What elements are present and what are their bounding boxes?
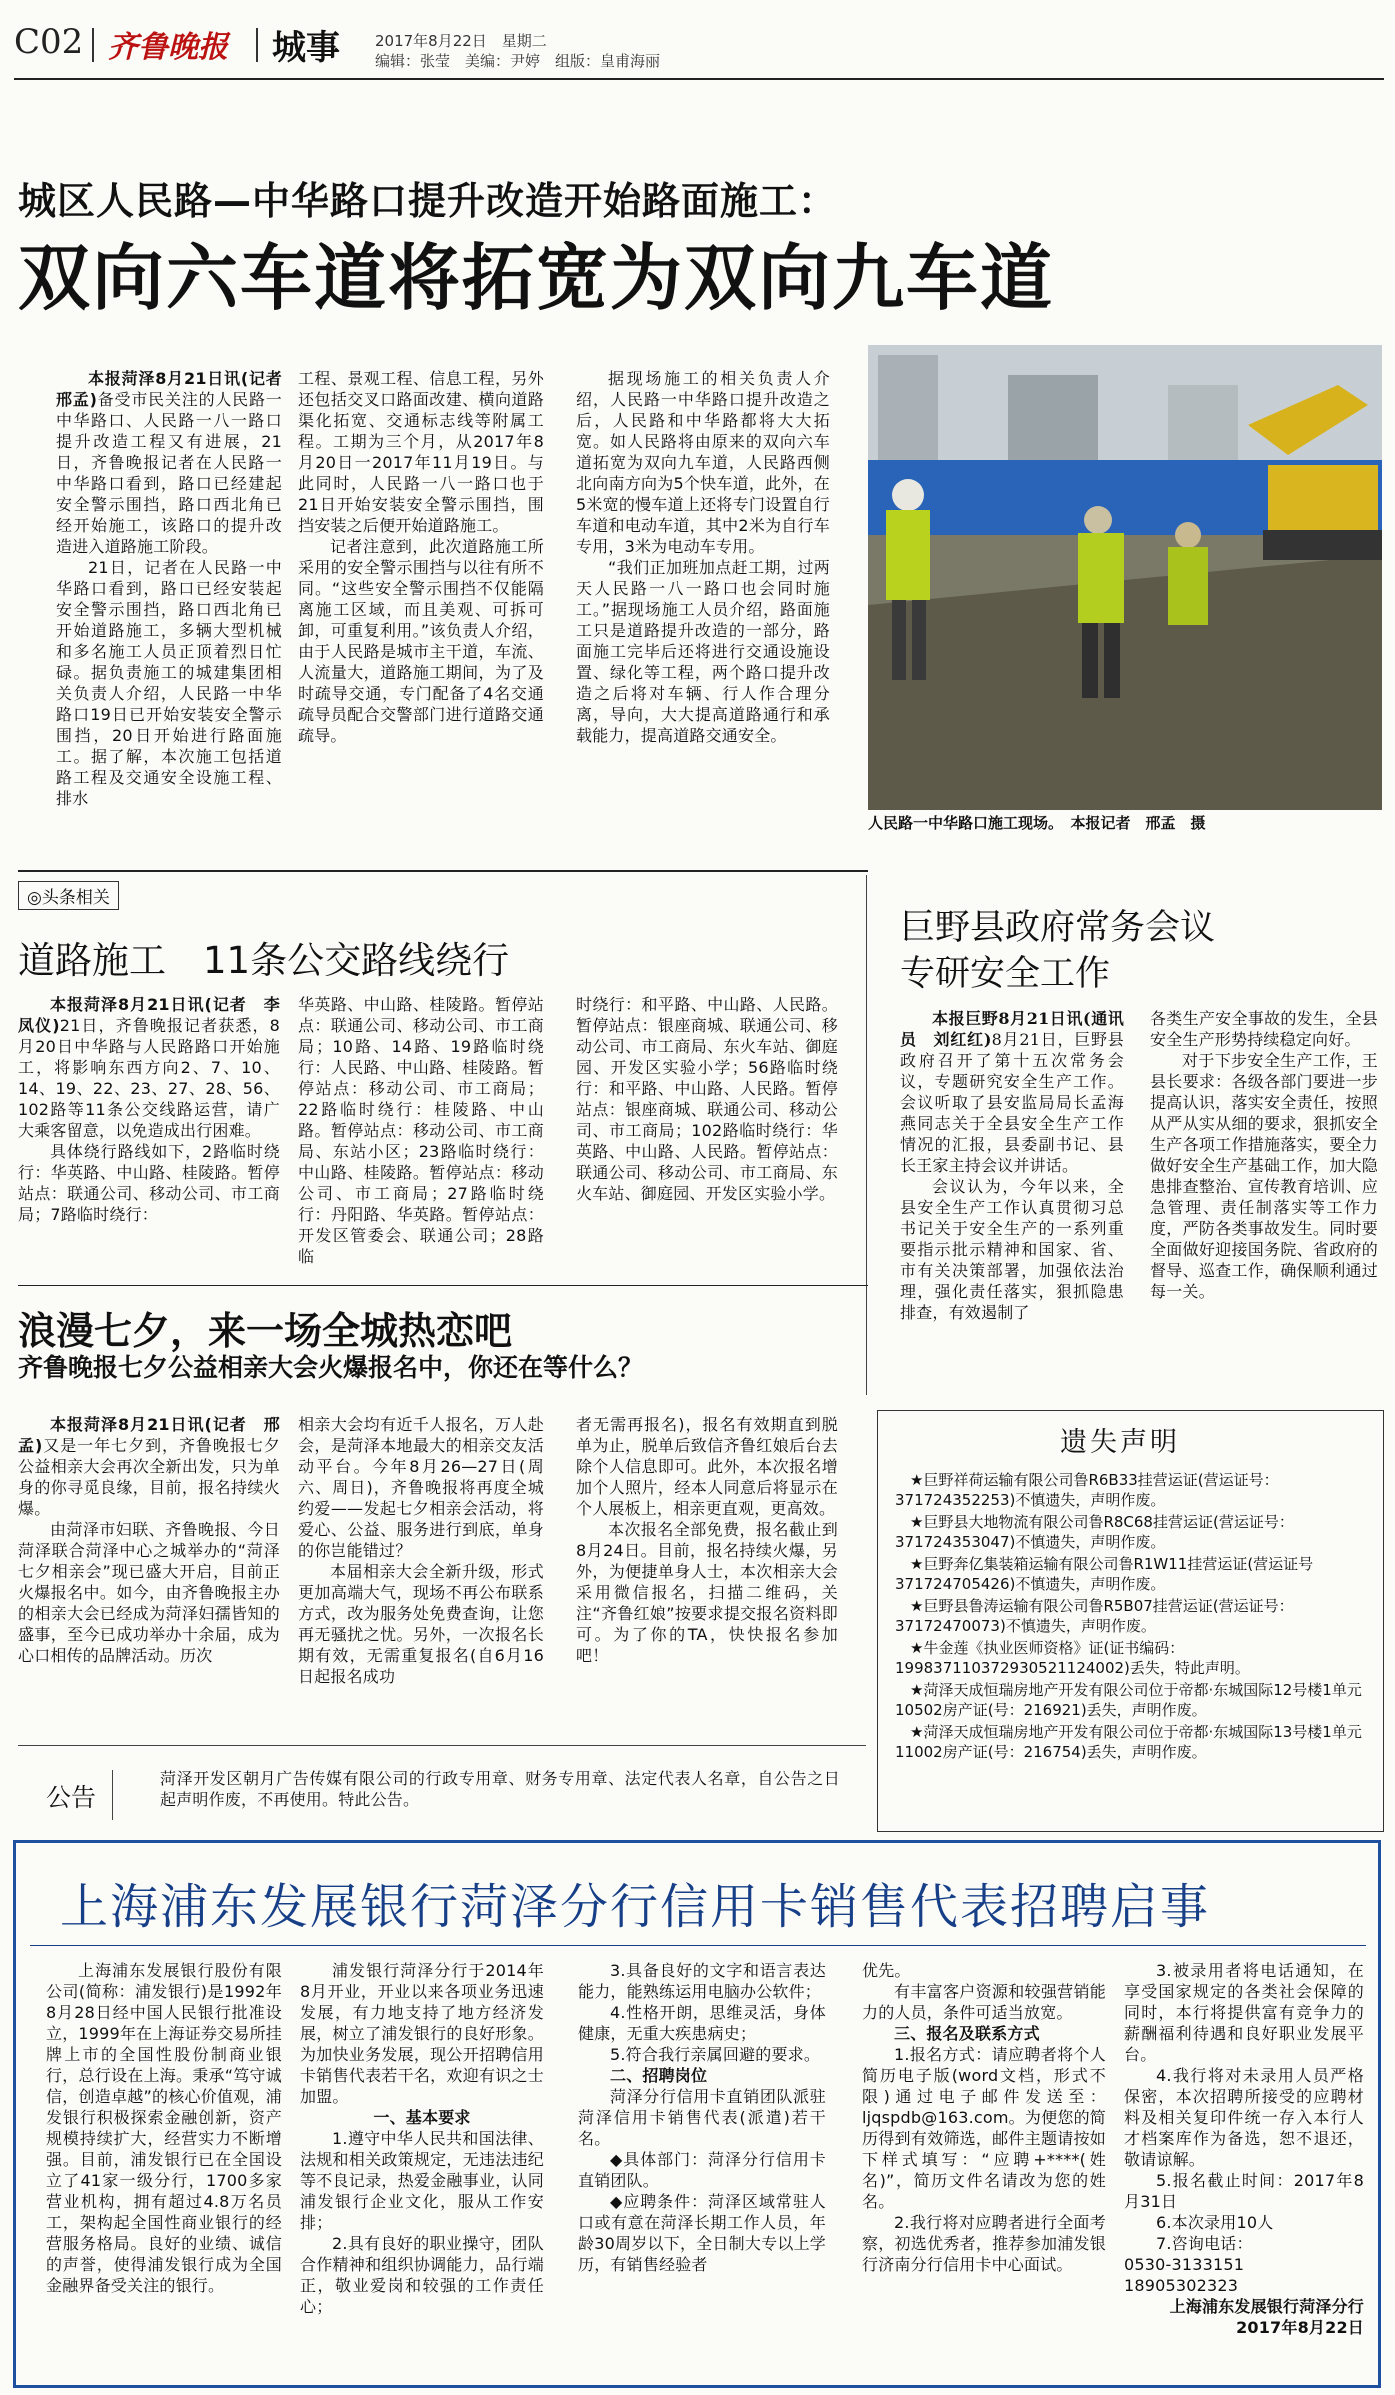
section-name: 城事 xyxy=(272,28,340,68)
recruit-rule xyxy=(30,1945,1366,1946)
lost-notice-item: ★巨野祥荷运输有限公司鲁R6B33挂营运证(营运证号：371724352253)不慎遗失，声明作废。 xyxy=(895,1471,1279,1509)
recruit-col-2: 浦发银行菏泽分行于2014年8月开业，开业以来各项业务迅速发展，有力地支持了地方经济发展，树立了浦发银行的良好形象。为加快业务发展，现公开招聘信用卡销售代表若干名，欢迎有识之士加盟。 一、基本要求 1.遵守中华人民共和国法律、法规和相关政策规定，无违法违纪等不良记录，热爱金融事业，认同浦发银行企业文化，服从工作安排； 2.具有良好的职业操守，团队合作精神和组织协调能力，品行端正，敬业爱岗和较强的工作责任心； xyxy=(300,1961,544,2316)
lost-notices-list xyxy=(895,1470,1373,1764)
recruit-org: 上海浦东发展银行菏泽分行 xyxy=(1169,2297,1364,2316)
page-code: C02 xyxy=(14,22,84,62)
masthead xyxy=(0,0,1395,80)
gov-title-line1: 巨野县政府常务会议 xyxy=(900,908,1216,948)
notice-text: 菏泽开发区朝月广告传媒有限公司的行政专用章、财务专用章、法定代表人名章，自公告之日起声明作废，不再使用。特此公告。 xyxy=(160,1769,840,1809)
bus-byline: 本报菏泽8月21日讯(记者 李凤仪) xyxy=(18,995,280,1035)
masthead-rule xyxy=(14,78,1384,80)
recruit-col-1: 上海浦东发展银行股份有限公司(简称：浦发银行)是1992年8月28日经中国人民银行批准设立，1999年在上海证券交易所挂牌上市的全国性股份制商业银行，总行设在上海。秉承“笃守诚信，创造卓越”的核心价值观，浦发银行积极探索金融创新，资产规模持续扩大，经营实力不断增强。目前，浦发银行已在全国设立了41家一级分行，1700多家营业机构，拥有超过4.8万名员工，架构起全国性商业银行的经营服务格局。良好的业绩、诚信的声誉，使得浦发银行成为全国金融界备受关注的银行。 xyxy=(46,1961,282,2295)
recruit-col-3: 3.具备良好的文字和语言表达能力，能熟练运用电脑办公软件； 4.性格开朗，思维灵活，身体健康，无重大疾患病史； 5.符合我行亲属回避的要求。 二、招聘岗位 菏泽分行信用卡直销团队派驻菏泽信用卡销售代表(派遣)若干名。 ◆具体部门：菏泽分行信用卡直销团队。 ◆应聘条件：菏泽区域常驻人口或有意在菏泽长期工作人员，年龄30周岁以下，全日制大专以上学历，有销售经验者 xyxy=(578,1961,826,2274)
gov-title-line2: 专研安全工作 xyxy=(900,954,1111,994)
bus-col-1: 本报菏泽8月21日讯(记者 李凤仪)21日，齐鲁晚报记者获悉，8月20日中华路与人民路路口开始施工，将影响东西方向2、7、10、14、19、22、23、27、28、56、102路等11条公交线路运营，请广大乘客留意，以免造成出行困难。 具体绕行路线如下，2路临时绕行：华英路、中山路、桂陵路。暂停站点：联通公司、移动公司、市工商局；7路临时绕行： xyxy=(18,995,280,1224)
editors-credit: 编辑：张莹 美编：尹婷 组版：皇甫海丽 xyxy=(375,52,661,70)
qixi-byline: 本报菏泽8月21日讯(记者 邢孟) xyxy=(18,1415,280,1455)
notice-rule xyxy=(18,1745,866,1746)
lost-notices-title: 遗失声明 xyxy=(1060,1427,1180,1458)
lost-notice-item: ★巨野县鲁涛运输有限公司鲁R5B07挂营运证(营运证号：37172470073)不慎遗失，声明作废。 xyxy=(895,1597,1294,1635)
contact-phone: 0530-3133151 18905302323 xyxy=(1124,2255,1261,2295)
divider xyxy=(92,28,94,62)
lead-byline: 本报菏泽8月21日讯(记者 邢孟) xyxy=(56,369,299,409)
qixi-col-3: 者无需再报名)，报名有效期直到脱单为止，脱单后致信齐鲁红娘后台去除个人信息即可。此外，本次报名增加个人照片，经本人同意后将显示在个人展板上，相亲更直观，更高效。 本次报名全部免费，报名截止到8月24日。目前，报名持续火爆，另外，为便捷单身人士，本次相亲大会采用微信报名，扫描二维码，关注“齐鲁红娘”按要求提交报名资料即可。为了你的TA，快快报名参加吧！ xyxy=(576,1415,838,1665)
column-divider xyxy=(866,875,867,1395)
lost-notice-item: ★巨野县大地物流有限公司鲁R8C68挂营运证(营运证号：371724353047)不慎遗失，声明作废。 xyxy=(895,1513,1294,1551)
bus-col-2: 华英路、中山路、桂陵路。暂停站点：联通公司、移动公司、市工商局；10路、14路、19路临时绕行：人民路、中山路、桂陵路。暂停站点：移动公司、市工商局；22路临时绕行：桂陵路、中山路。暂停站点：移动公司、市工商局、东站小区；23路临时绕行：中山路、桂陵路。暂停站点：移动公司、市工商局；27路临时绕行：丹阳路、华英路。暂停站点：开发区管委会、联通公司；28路临 xyxy=(298,995,544,1266)
lost-notice-item: ★菏泽天成恒瑞房地产开发有限公司位于帝都·东城国际13号楼1单元11002房产证(号：216754)丢失，声明作废。 xyxy=(895,1723,1362,1761)
recruitment-title: 上海浦东发展银行菏泽分行信用卡销售代表招聘启事 xyxy=(60,1879,1211,1935)
divider xyxy=(256,28,258,62)
section-rule xyxy=(18,1285,868,1286)
photo-caption: 人民路一中华路口施工现场。 本报记者 邢孟 摄 xyxy=(868,814,1206,832)
recruit-date: 2017年8月22日 xyxy=(1236,2318,1364,2337)
lost-notice-item: ★菏泽天成恒瑞房地产开发有限公司位于帝都·东城国际12号楼1单元10502房产证(号：216921)丢失，声明作废。 xyxy=(895,1681,1362,1719)
notice-divider xyxy=(112,1770,113,1820)
photo-illustration xyxy=(868,345,1382,810)
lead-headline: 双向六车道将拓宽为双向九车道 xyxy=(18,236,1055,320)
gov-byline: 本报巨野8月21日讯(通讯员 刘红红) xyxy=(900,1009,1124,1049)
recruit-col-4: 优先。 有丰富客户资源和较强营销能力的人员，条件可适当放宽。 三、报名及联系方式 1.报名方式：请应聘者将个人简历电子版(word文档，形式不限)通过电子邮件发送至：ljqspdb@163.com。为便您的简历得到有效筛选，邮件主题请按如下样式填写：“应聘+****(姓名)”，简历文件名请改为您的姓名。 2.我行将对应聘者进行全面考察，初选优秀者，推荐参加浦发银行济南分行信用卡中心面试。 xyxy=(862,1961,1106,2274)
notice-label: 公告 xyxy=(46,1783,97,1812)
qixi-col-1: 本报菏泽8月21日讯(记者 邢孟)又是一年七夕到，齐鲁晚报七夕公益相亲大会再次全新出发，只为单身的你寻觅良缘，目前，报名持续火爆。 由菏泽市妇联、齐鲁晚报、今日菏泽联合菏泽中心之城举办的“菏泽七夕相亲会”现已盛大开启，目前正火爆报名中。如今，由齐鲁晚报主办的相亲大会已经成为菏泽妇孺皆知的盛事，至今已成功举办十余届，成为心口相传的品牌活动。历次 xyxy=(18,1415,280,1665)
construction-photo xyxy=(868,345,1382,810)
lost-notice-item: ★牛金莲《执业医师资格》证(证书编码：199837110372930521124002)丢失，特此声明。 xyxy=(895,1639,1250,1677)
qixi-col-2: 相亲大会均有近千人报名，万人赴会，是菏泽本地最大的相亲交友活动平台。今年8月26—27日(周六、周日)，齐鲁晚报将再度全城约爱——发起七夕相亲会活动，将爱心、公益、服务进行到底，单身的你岂能错过？ 本届相亲大会全新升级，形式更加高端大气，现场不再公布联系方式，改为服务处免费查询，让您再无骚扰之忧。另外，一次报名长期有效，无需重复报名(自6月16日起报名成功 xyxy=(298,1415,544,1686)
lead-col-1: 本报菏泽8月21日讯(记者 邢孟)备受市民关注的人民路一中华路口、人民路一八一路口提升改造工程又有进展，21日，齐鲁晚报记者在人民路一中华路口看到，路口已经建起安全警示围挡，路口西北角已经开始施工，该路口的提升改造进入道路施工阶段。 21日，记者在人民路一中华路口看到，路口已经安装起安全警示围挡，路口西北角已开始道路施工，多辆大型机械和多名施工人员正顶着烈日忙碌。据负责施工的城建集团相关负责人介绍，人民路一中华路口19日已开始安装安全警示围挡，20日开始进行路面施工。据了解，本次施工包括道路工程及交通安全设施工程、排水 xyxy=(56,369,299,808)
lead-col-2: 工程、景观工程、信息工程，另外还包括交叉口路面改建、横向道路渠化拓宽、交通标志线等附属工程。工期为三个月，从2017年8月20日一2017年11月19日。与此同时，人民路一八一路口也于21日开始安装安全警示围挡，围挡安装之后便开始道路施工。 记者注意到，此次道路施工所采用的安全警示围挡与以往有所不同。“这些安全警示围挡不仅能隔离施工区域，而且美观、可拆可卸，可重复利用。”该负责人介绍，由于人民路是城市主干道，车流、人流量大，道路施工期间，为了及时疏导交通，专门配备了4名交通疏导员配合交警部门进行道路交通疏导。 xyxy=(298,369,544,745)
bus-title: 道路施工 11条公交路线绕行 xyxy=(18,939,510,982)
gov-col-1: 本报巨野8月21日讯(通讯员 刘红红)8月21日，巨野县政府召开了第十五次常务会议，专题研究安全生产工作。会议听取了县安监局局长孟海燕同志关于全县安全生产工作情况的汇报，县委副书记、县长王家主持会议并讲话。 会议认为，今年以来，全县安全生产工作认真贯彻习总书记关于安全生产的一系列重要指示批示精神和国家、省、市有关决策部署，加强依法治理，强化责任落实，狠抓隐患排查，有效遏制了 xyxy=(900,1009,1124,1322)
paper-logo: 齐鲁晚报 xyxy=(108,30,228,65)
lost-notice-item: ★巨野奔亿集装箱运输有限公司鲁R1W11挂营运证(营运证号371724705426)不慎遗失，声明作废。 xyxy=(895,1555,1314,1593)
section-rule xyxy=(18,870,868,872)
lead-subhead: 城区人民路—中华路口提升改造开始路面施工： xyxy=(18,179,838,223)
qixi-subtitle: 齐鲁晚报七夕公益相亲大会火爆报名中，你还在等什么？ xyxy=(18,1353,644,1382)
bus-col-3: 时绕行：和平路、中山路、人民路。暂停站点：银座商城、联通公司、移动公司、市工商局、东火车站、御庭园、开发区实验小学；56路临时绕行：和平路、中山路、人民路。暂停站点：银座商城、联通公司、移动公司、市工商局；102路临时绕行：华英路、中山路、人民路。暂停站点：联通公司、移动公司、市工商局、东火车站、御庭园、开发区实验小学。 xyxy=(576,995,838,1203)
lead-col-3: 据现场施工的相关负责人介绍，人民路一中华路口提升改造之后，人民路和中华路都将大大拓宽。如人民路将由原来的双向六车道拓宽为双向九车道，人民路西侧北向南方向为5个快车道，此外，在5米宽的慢车道上还将专门设置自行车道和电动车道，其中2米为自行车专用，3米为电动车专用。 “我们正加班加点赶工期，过两天人民路一八一路口也会同时施工。”据现场施工人员介绍，路面施工只是道路提升改造的一部分，路面施工完毕后还将进行交通设施设置、绿化等工程，两个路口提升改造之后将对车辆、行人作合理分离，导向，大大提高道路通行和承载能力，提高道路交通安全。 xyxy=(576,369,830,745)
qixi-title: 浪漫七夕，来一场全城热恋吧 xyxy=(18,1309,513,1353)
recruit-col-5: 3.被录用者将电话通知，在享受国家规定的各类社会保障的同时，本行将提供富有竞争力的薪酬福利待遇和良好职业发展平台。 4.我行将对未录用人员严格保密，本次招聘所接受的应聘材料及相关复印件统一存入本行人才档案库作为备选，恕不退还，敬请谅解。 5.报名截止时间：2017年8月31日 6.本次录用10人 7.咨询电话： 0530-3133151 18905302323 上海浦东发展银行菏泽分行 2017年8月22日 xyxy=(1124,1961,1364,2337)
gov-col-2: 各类生产安全事故的发生，全县安全生产形势持续稳定向好。 对于下步安全生产工作，王县长要求：各级各部门要进一步提高认识，落实安全责任，按照从严从实从细的要求，狠抓安全生产各项工作措施落实，要全力做好安全生产基础工作，加大隐患排查整治、宣传教育培训、应急管理、责任制落实等工作力度，严防各类事故发生。同时要全面做好迎接国务院、省政府的督导、巡查工作，确保顺利通过每一关。 xyxy=(1150,1009,1378,1301)
related-tag: ◎头条相关 xyxy=(18,881,119,910)
issue-date: 2017年8月22日 星期二 xyxy=(375,32,547,50)
